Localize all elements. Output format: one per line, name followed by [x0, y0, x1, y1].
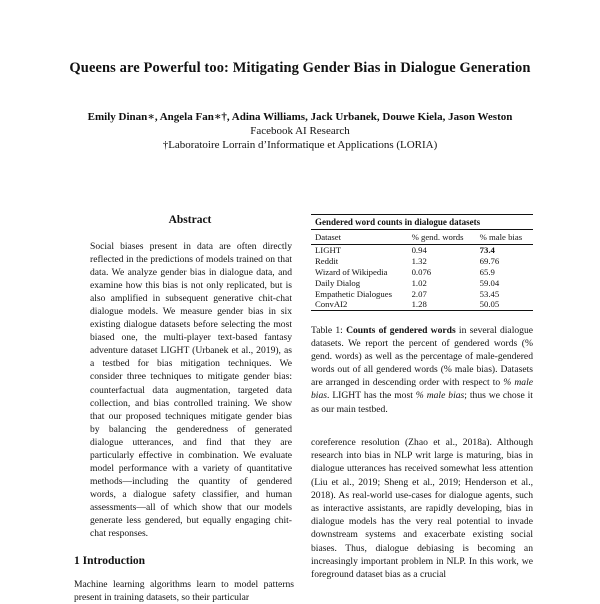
cell-gend-words: 1.02: [411, 277, 427, 288]
cell-male-bias: 50.05: [479, 299, 500, 310]
table-row: [311, 245, 533, 256]
caption-italic: % male bias: [311, 377, 533, 402]
cell-gend-words: 0.076: [411, 266, 432, 277]
author-list: Emily Dinan∗, Angela Fan∗†, Adina Williams, Jack Urbanek, Douwe Kiela, Jason Weston: [87, 111, 513, 123]
table-row: [311, 299, 533, 310]
table-grid: [311, 229, 533, 311]
caption-text: in several dialogue datasets. We report the percent of gendered words (% gend. words) as well as the percentage of male-gendered words out of all gendered words (% male bias). Datasets are arranged in descending order with respect to: [311, 325, 534, 389]
cell-dataset: ConvAI2: [315, 299, 348, 310]
cell-male-bias: 65.9: [479, 266, 495, 277]
column-header-dataset: Dataset: [315, 232, 342, 242]
table-title: Gendered word counts in dialogue datasets: [311, 214, 533, 229]
cell-dataset: Empathetic Dialogues: [315, 288, 392, 299]
cell-gend-words: 2.07: [411, 288, 427, 299]
caption-label: Table 1:: [311, 325, 343, 336]
column-header-gend-words: % gend. words: [411, 232, 464, 242]
introduction-heading: 1 Introduction: [74, 555, 146, 567]
cell-male-bias: 53.45: [479, 288, 500, 299]
cell-gend-words: 1.28: [411, 299, 427, 310]
table-row: [311, 288, 533, 299]
cell-male-bias: 69.76: [479, 256, 500, 267]
cell-gend-words: 0.94: [411, 245, 427, 256]
table-row: [311, 256, 533, 267]
affiliation-secondary: †Laboratoire Lorrain d’Informatique et Applications (LORIA): [162, 139, 438, 151]
caption-text: ; thus we chose it as our main testbed.: [311, 390, 533, 415]
cell-dataset: Wizard of Wikipedia: [315, 266, 388, 277]
caption-italic: % male bias: [415, 390, 465, 402]
affiliation-primary: Facebook AI Research: [250, 125, 350, 137]
cell-gend-words: 1.32: [411, 256, 427, 267]
paper-title: Queens are Powerful too: Mitigating Gender Bias in Dialogue Generation: [69, 60, 531, 76]
table-row: [311, 277, 533, 288]
table-header-row: [311, 230, 533, 245]
introduction-text: Machine learning algorithms learn to model patterns present in training datasets, so their particular: [74, 579, 294, 604]
abstract-text: Social biases present in data are often directly reflected in the predictions of models trained on that data. We analyze gender bias in dialogue data, and examine how this bias is not only replicated, but is also amplified in subsequent generative chit-chat dialogue models. We measure gender bias in six existing dialogue datasets before selecting the most biased one, the multi-player text-based fantasy adventure dataset LIGHT (Urbanek et al., 2019), as a testbed for bias mitigation techniques. We consider three techniques to mitigate gender bias: counterfactual data augmentation, targeted data collection, and bias controlled training. We show that our proposed techniques mitigate gender bias by balancing the genderedness of generated dialogue utterances, and find that they are particularly effective in combination. We evaluate model performance with a variety of quantitative methods—including the quantity of gendered words, a dialogue safety classifier, and human assessments—all of which show that our models generate less gendered, but equally engaging chit-chat responses.: [90, 241, 292, 540]
table-row: [311, 267, 533, 278]
gender-counts-table: [311, 214, 533, 311]
abstract-heading: Abstract: [168, 214, 212, 226]
cell-dataset: Reddit: [315, 256, 339, 267]
table-caption: [311, 324, 533, 416]
caption-text: . LIGHT has the most: [327, 390, 416, 402]
caption-bold-phrase: Counts of gendered words: [346, 325, 456, 336]
column-header-male-bias: % male bias: [479, 232, 523, 242]
cell-male-bias: 73.4: [479, 245, 495, 256]
cell-male-bias: 59.04: [479, 277, 500, 288]
cell-dataset: Daily Dialog: [315, 277, 361, 288]
right-column-text: coreference resolution (Zhao et al., 2018a). Although research into bias in NLP writ large is maturing, bias in dialogue utterances has received somewhat less attention (Liu et al., 2019; Sheng et al., 2019; Henderson et al., 2018). As real-world use-cases for dialogue agents, such as interactive assistants, are rapidly developing, bias in dialogue models has the very real potential to invade downstream systems and exacerbate existing social biases. Thus, dialogue debiasing is becoming an increasingly important problem in NLP. In this work, we foreground dataset bias as a crucial: [311, 437, 533, 581]
cell-dataset: LIGHT: [315, 245, 342, 256]
